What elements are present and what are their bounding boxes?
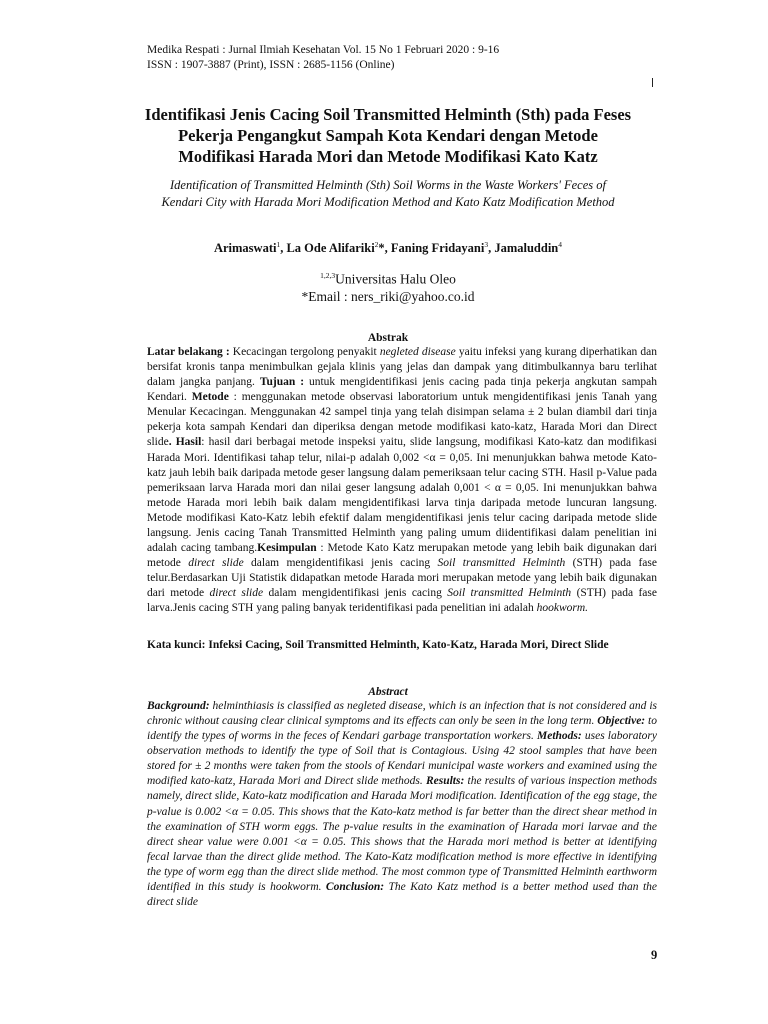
corresponding-author-mark: * <box>378 241 385 256</box>
article-title: Identifikasi Jenis Cacing Soil Transmitted Helminth (Sth) pada Feses Pekerja Pengangkut Sampah Kota Kendari dengan Metode Modifikasi Harada Mori dan Metode Modifikasi Kato Katz <box>144 105 632 166</box>
italic-term: hookworm. <box>536 602 589 615</box>
affiliation <box>140 267 636 288</box>
page-number: 9 <box>651 948 658 962</box>
keywords: Kata kunci: Infeksi Cacing, Soil Transmitted Helminth, Kato-Katz, Harada Mori, Direct Slide <box>147 639 609 651</box>
author-name: Arimaswati <box>213 241 277 256</box>
section-label: Methods: <box>536 730 582 743</box>
abstract-heading-english: Abstract <box>368 686 408 698</box>
contact-email: *Email : ners_riki@yahoo.co.id <box>301 288 475 304</box>
running-head <box>147 43 499 73</box>
italic-term: Soil transmitted Helminth <box>437 557 566 570</box>
abstract-text-run: (STH) pada fase telur.Berdasarkan Uji Statistik didapatkan metode Harada mori merupakan metode yang lebih baik digunakan dari metode <box>147 557 657 600</box>
abstract-text-run: : Metode Kato Katz merupakan metode yang lebih baik digunakan dari metode <box>147 542 657 570</box>
section-label: Results: <box>425 775 465 788</box>
abstract-text-run: The Kato Katz method is a better method used than the direct slide <box>147 880 657 909</box>
article-subtitle-english: Identification of Transmitted Helminth (Sth) Soil Worms in the Waste Workers' Feces of Kendari City with Harada Mori Modification Method and Kato Katz Modification Method <box>161 178 615 209</box>
italic-term: direct slide <box>188 557 244 570</box>
author-affiliation-number: 4 <box>558 240 563 249</box>
author-name: Jamaluddin <box>494 241 559 256</box>
italic-term: Soil transmitted Helminth <box>447 587 572 600</box>
issn-line: ISSN : 1907-3887 (Print), ISSN : 2685-1156 (Online) <box>147 59 395 71</box>
author-name: Faning Fridayani <box>390 241 485 256</box>
page-corner-mark <box>652 78 653 87</box>
italic-term: negleted disease <box>379 346 456 358</box>
author-name: La Ode Alifariki <box>286 241 375 256</box>
abstract-text-english <box>147 699 657 910</box>
author-list: Arimaswati$^1$, La Ode Alifariki$^2$*, Faning Fridayani$^3$, Jamaluddin$^4$ <box>213 240 563 256</box>
abstract-text-run: : menggunakan metode observasi laboratorium untuk mengidentifikasi jenis Tanah yang Menular Kecacingan. Menggunakan 42 sampel tinja yang telah disimpan selama ± 2 bulan diambil dari tinja pekerja kota sampah Kendari dan diperiksa dengan metode modifikasi kato-katz, Harada Mori dan Direct slide <box>147 391 657 449</box>
section-label: . Hasil <box>168 436 202 449</box>
abstract-text-run: helminthiasis is classified as negleted disease, which is an infection that is not considered and is chronic without causing clear clinical symptoms and its effects can only be seen in the long term. <box>147 700 657 728</box>
affiliation-numbers: 1,2,3 <box>320 271 336 280</box>
abstract-text-run: dalam mengidentifikasi jenis cacing <box>243 557 438 570</box>
section-label: Kesimpulan <box>257 542 317 555</box>
abstract-text-run: to identify the types of worms in the feces of Kendari garbage transportation workers. <box>147 715 657 743</box>
section-label: Metode <box>191 391 229 404</box>
italic-term: direct slide <box>209 587 264 600</box>
abstract-heading-indonesian: Abstrak <box>367 332 409 344</box>
abstract-text-run: the results of various inspection methods namely, direct slide, Kato-katz modification and Harada Mori modification. Identification of the egg stage, the p-value is 0.002 <α = 0.05. This shows that the Kato-katz method is far better than the direct shear method in the examination of STH worm eggs. The p-value results in the examination of Harada mori larvae and the direct shear value were 0.001 <α = 0.05. This shows that the Harada mori method is better at identifying fecal larvae than the direct glide method. The Kato-Katz modification method is more effective in identifying the type of worm egg than the direct slide method. The most common type of Transmitted Helminth earthworm identified in this study is hookworm. <box>147 775 657 893</box>
affiliation-block <box>140 267 636 305</box>
university-name: Universitas Halu Oleo <box>335 271 456 287</box>
abstract-text-run: yaitu infeksi yang kurang diperhatikan dan bersifat kronis tanpa menimbulkan gejala klinis yang jelas dan dampak yang ditimbulkannya baru terlihat dalam jangka panjang. <box>147 346 657 389</box>
abstract-text-run: uses laboratory observation methods to identify the type of Soil that is Contagious. Using 42 stool samples that have been stored for ± 2 months were taken from the stools of Kendari municipal waste workers and examined using the modified kato-katz, Harada Mori and Direct slide methods. <box>147 730 658 788</box>
abstract-text-run: untuk mengidentifikasi jenis cacing pada tinja pekerja angkutan sampah Kendari. <box>147 376 658 404</box>
section-label: Objective: <box>597 715 646 728</box>
abstract-text-run: (STH) pada fase larva.Jenis cacing STH yang paling banyak teridentifikasi pada penelitian ini adalah <box>147 587 657 615</box>
author-affiliation-number: 3 <box>484 240 489 249</box>
abstract-text-run: : hasil dari berbagai metode inspeksi yaitu, slide langsung, modifikasi Kato-katz dan modifikasi Harada Mori. Identifikasi tahap telur, nilai-p adalah 0,002 <α = 0,05. Ini menunjukkan bahwa metode Kato-katz jauh lebih baik daripada metode geser langsung dalam pemeriksaan telur cacing STH. Hasil p-Value pada pemeriksaan larva Harada mori dan nilai geser langsung adalah 0,001 < α = 0,05. Ini menunjukkan bahwa metode Harada mori lebih baik dalam mengidentifikasi larva tinja daripada metode luncuran langsung. Metode modifikasi Kato-Katz lebih efektif dalam mengidentifikasi jenis telur cacing daripada metode slide langsung. Jenis cacing Tanah Transmitted Helminth yang paling umum diidentifikasi dalam penelitian ini adalah cacing tambang. <box>147 436 658 555</box>
abstract-text-indonesian <box>147 345 657 616</box>
section-label: Background: <box>147 700 210 712</box>
journal-citation: Medika Respati : Jurnal Ilmiah Kesehatan Vol. 15 No 1 Februari 2020 : 9-16 <box>147 44 500 56</box>
author-affiliation-number: 2 <box>374 240 379 249</box>
section-label: Conclusion: <box>325 880 385 893</box>
author-affiliation-number: 1 <box>276 240 281 249</box>
abstract-text-run: dalam mengidentifikasi jenis cacing <box>263 587 448 600</box>
section-label: Latar belakang : <box>147 346 230 358</box>
section-label: Tujuan : <box>259 376 305 389</box>
abstract-text-run: Kecacingan tergolong penyakit <box>229 346 380 358</box>
